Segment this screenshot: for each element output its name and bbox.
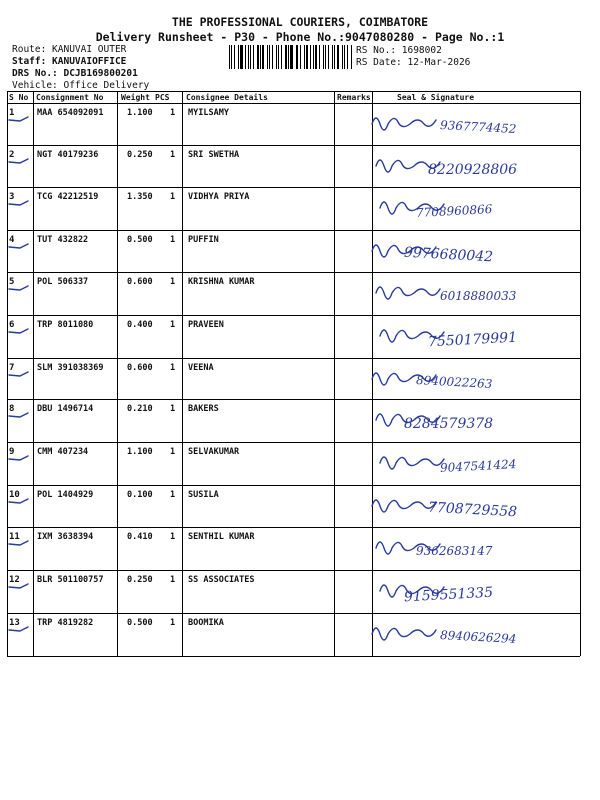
rs-no: RS No.: 1698002: [356, 45, 442, 56]
weight-value: 0.500: [127, 618, 153, 628]
weight-value: 1.100: [127, 447, 153, 457]
weight-value: 0.500: [127, 235, 153, 245]
signature-phone: 9367774452: [439, 118, 517, 136]
consignee-name: VIDHYA PRIYA: [188, 192, 250, 202]
pieces-count: 1: [170, 108, 176, 118]
signature-phone: 9047541424: [439, 457, 517, 475]
pieces-count: 1: [170, 490, 176, 500]
drs-label: DRS No.: DCJB169800201: [12, 68, 138, 79]
serial-number: 13: [9, 618, 20, 628]
serial-number: 10: [9, 490, 20, 500]
consignment-number: POL 506337: [37, 277, 89, 287]
column-header: Consignee Details: [186, 93, 268, 102]
column-header: Consignment No: [36, 93, 104, 102]
weight-value: 0.100: [127, 490, 153, 500]
signature-phone: 8220928806: [428, 162, 518, 178]
pieces-count: 1: [170, 363, 176, 373]
consignment-number: SLM 391038369: [37, 363, 104, 373]
serial-number: 8: [9, 404, 15, 414]
consignee-name: SRI SWETHA: [188, 150, 240, 160]
weight-value: 0.210: [127, 404, 153, 414]
serial-number: 1: [9, 108, 15, 118]
weight-value: 1.100: [127, 108, 153, 118]
consignment-number: TUT 432822: [37, 235, 89, 245]
signature-phone: 7708729558: [427, 499, 518, 521]
pieces-count: 1: [170, 235, 176, 245]
signature-phone: 9976680042: [403, 244, 494, 266]
serial-number: 2: [9, 150, 15, 160]
weight-value: 0.250: [127, 150, 153, 160]
pieces-count: 1: [170, 575, 176, 585]
route-label: Route: KANUVAI OUTER: [12, 44, 127, 55]
pieces-count: 1: [170, 532, 176, 542]
weight-value: 0.400: [127, 320, 153, 330]
serial-number: 11: [9, 532, 20, 542]
serial-number: 6: [9, 320, 15, 330]
consignee-name: KRISHNA KUMAR: [188, 277, 255, 287]
signature-phone: 8940626294: [439, 628, 517, 646]
signature-phone: 9362683147: [416, 544, 493, 558]
weight-value: 0.410: [127, 532, 153, 542]
consignee-name: BOOMIKA: [188, 618, 224, 628]
consignment-number: TCG 42212519: [37, 192, 99, 202]
pieces-count: 1: [170, 618, 176, 628]
consignee-name: MYILSAMY: [188, 108, 229, 118]
consignment-number: BLR 501100757: [37, 575, 104, 585]
rs-date: RS Date: 12-Mar-2026: [356, 57, 471, 68]
consignment-number: POL 1404929: [37, 490, 94, 500]
consignee-name: SELVAKUMAR: [188, 447, 240, 457]
consignee-name: SS ASSOCIATES: [188, 575, 255, 585]
consignee-name: VEENA: [188, 363, 214, 373]
signature-phone: 7550179991: [427, 329, 518, 351]
consignment-number: TRP 4819282: [37, 618, 94, 628]
company-title: THE PROFESSIONAL COURIERS, COIMBATORE: [171, 15, 429, 29]
runsheet-subtitle: Delivery Runsheet - P30 - Phone No.:9047080280 - Page No.:1: [95, 30, 505, 44]
serial-number: 7: [9, 363, 15, 373]
serial-number: 12: [9, 575, 20, 585]
serial-number: 4: [9, 235, 15, 245]
consignment-number: NGT 40179236: [37, 150, 99, 160]
consignment-number: DBU 1496714: [37, 404, 94, 414]
weight-value: 1.350: [127, 192, 153, 202]
column-header: Seal & Signature: [397, 93, 475, 102]
pieces-count: 1: [170, 192, 176, 202]
serial-number: 9: [9, 447, 15, 457]
staff-label: Staff: KANUVAIOFFICE: [12, 56, 127, 67]
serial-number: 3: [9, 192, 15, 202]
consignee-name: SUSILA: [188, 490, 219, 500]
pieces-count: 1: [170, 404, 176, 414]
column-header: Weight: [121, 93, 150, 102]
consignee-name: PRAVEEN: [188, 320, 224, 330]
weight-value: 0.600: [127, 363, 153, 373]
vehicle-label: Vehicle: Office Delivery: [12, 80, 150, 91]
pieces-count: 1: [170, 150, 176, 160]
signature-phone: 7708960866: [415, 202, 493, 220]
signature-phone: 8284579378: [404, 416, 494, 432]
column-header: PCS: [155, 93, 170, 102]
signature-phone: 8940022263: [415, 373, 493, 391]
weight-value: 0.600: [127, 277, 153, 287]
serial-number: 5: [9, 277, 15, 287]
column-header: Remarks: [337, 93, 371, 102]
consignee-name: PUFFIN: [188, 235, 219, 245]
signature-phone: 9159551335: [403, 584, 494, 606]
consignee-name: BAKERS: [188, 404, 219, 414]
pieces-count: 1: [170, 320, 176, 330]
column-header: S No: [9, 93, 29, 102]
pieces-count: 1: [170, 447, 176, 457]
consignment-number: MAA 654092091: [37, 108, 104, 118]
consignee-name: SENTHIL KUMAR: [188, 532, 255, 542]
consignment-number: IXM 3638394: [37, 532, 94, 542]
consignment-number: CMM 407234: [37, 447, 89, 457]
consignment-number: TRP 8011080: [37, 320, 94, 330]
signature-phone: 6018880033: [440, 289, 517, 303]
weight-value: 0.250: [127, 575, 153, 585]
pieces-count: 1: [170, 277, 176, 287]
